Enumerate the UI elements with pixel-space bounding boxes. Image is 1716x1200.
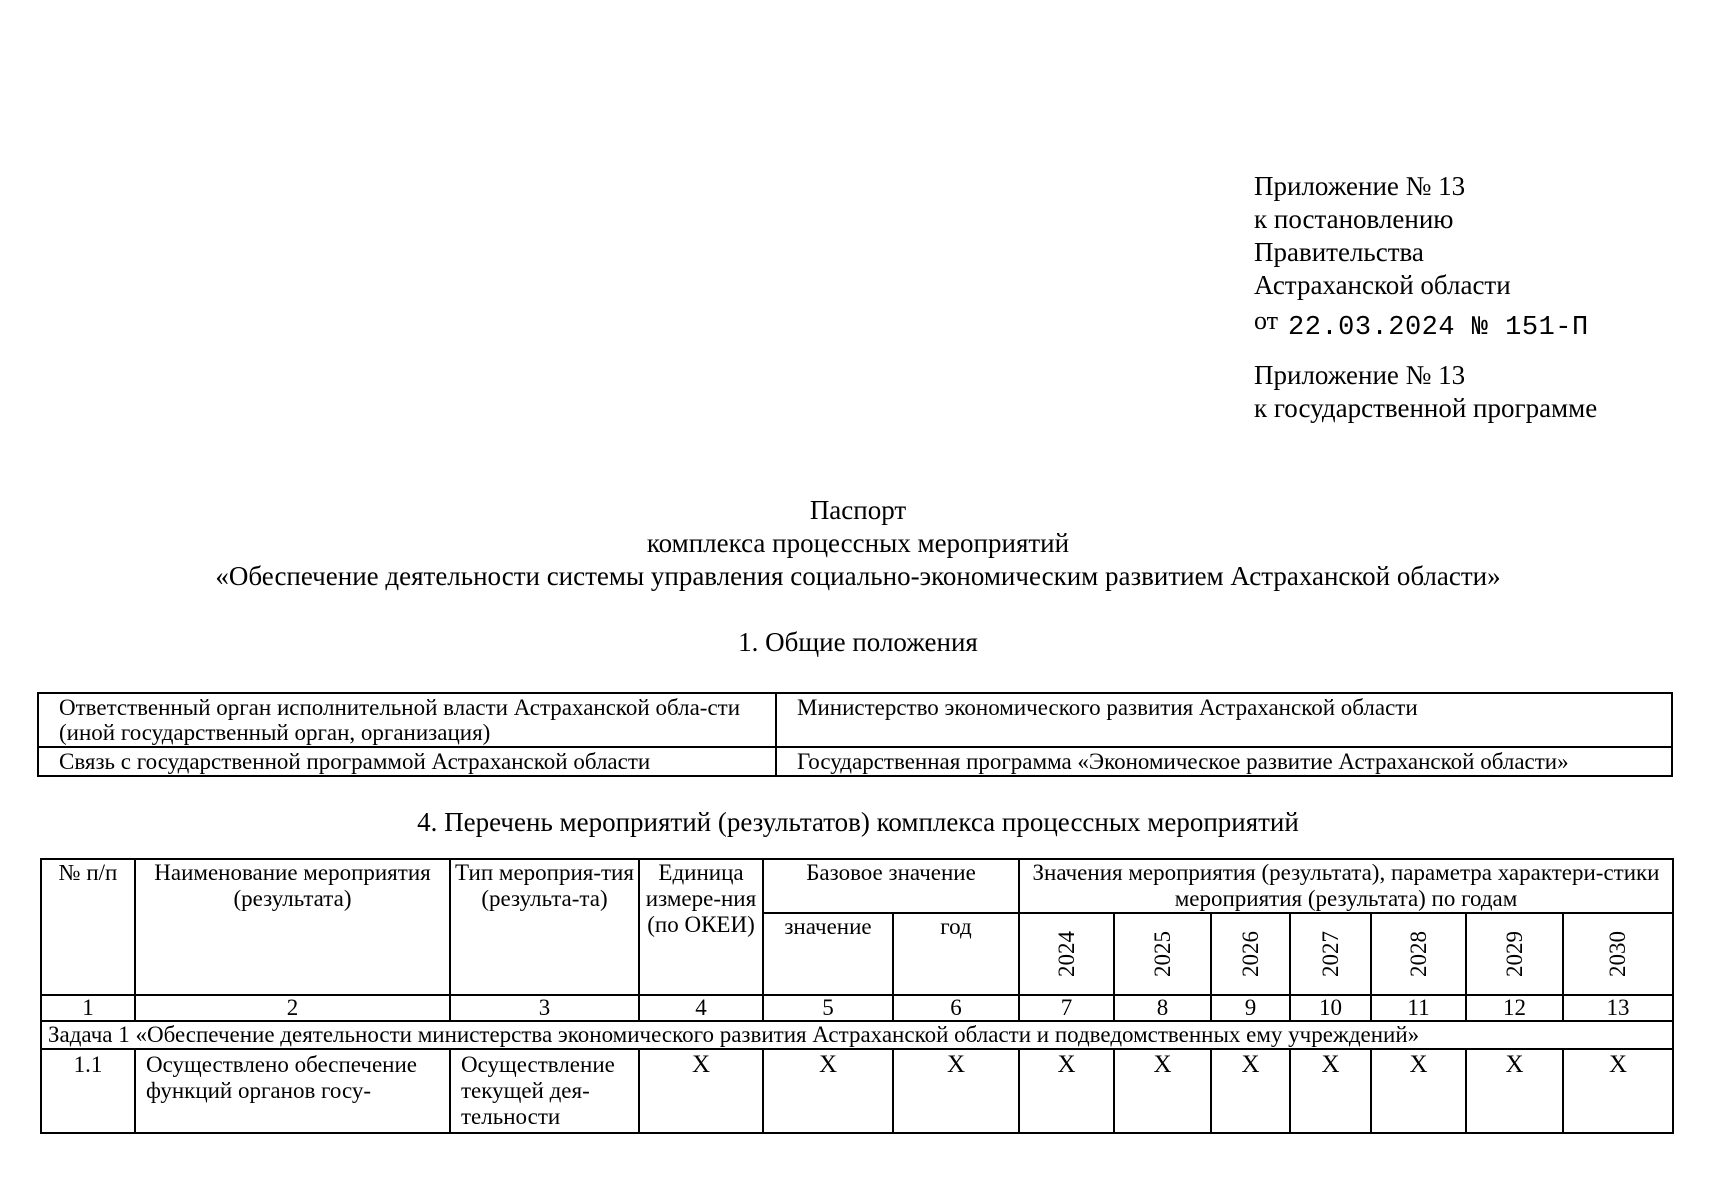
row-num: 1.1 bbox=[41, 1049, 135, 1133]
appendix-line: Астраханской области bbox=[1254, 270, 1511, 300]
row-label: Связь с государственной программой Астраханской области bbox=[38, 747, 776, 776]
column-number: 8 bbox=[1114, 995, 1211, 1021]
general-provisions-table bbox=[37, 692, 1673, 777]
title-line: комплекса процессных мероприятий bbox=[646, 528, 1070, 558]
column-number: 3 bbox=[450, 995, 639, 1021]
activities-table bbox=[40, 858, 1674, 1134]
section4-heading: 4. Перечень мероприятий (результатов) комплекса процессных мероприятий bbox=[417, 807, 1299, 837]
resolution-date-number: 22.03.2024 № 151-П bbox=[1288, 313, 1589, 343]
row-type: Осуществление текущей дея-тельности bbox=[450, 1049, 639, 1133]
column-number: 11 bbox=[1371, 995, 1466, 1021]
cell-year-value: X bbox=[1211, 1049, 1290, 1133]
header-row bbox=[41, 859, 1673, 913]
cell-base-year: X bbox=[893, 1049, 1019, 1133]
appendix-line: Приложение № 13 bbox=[1254, 360, 1466, 390]
column-number: 6 bbox=[893, 995, 1019, 1021]
column-number: 1 bbox=[41, 995, 135, 1021]
appendix-stamp bbox=[1254, 170, 1597, 425]
column-number: 5 bbox=[763, 995, 893, 1021]
column-number: 4 bbox=[639, 995, 763, 1021]
column-number: 9 bbox=[1211, 995, 1290, 1021]
header-year: 2024 bbox=[1019, 913, 1114, 995]
header-year: 2030 bbox=[1563, 913, 1673, 995]
cell-year-value: X bbox=[1371, 1049, 1466, 1133]
task-title: Задача 1 «Обеспечение деятельности министерства экономического развития Астраханской области и подведомственных ему учреждений» bbox=[41, 1021, 1673, 1049]
cell-year-value: X bbox=[1019, 1049, 1114, 1133]
appendix-line: к постановлению bbox=[1254, 204, 1454, 234]
column-number: 7 bbox=[1019, 995, 1114, 1021]
header-year: 2026 bbox=[1211, 913, 1290, 995]
header-year: 2027 bbox=[1290, 913, 1371, 995]
header-values: Значения мероприятия (результата), параметра характери-стики мероприятия (результата) по годам bbox=[1019, 859, 1673, 913]
header-year: 2029 bbox=[1466, 913, 1563, 995]
appendix-line: Правительства bbox=[1254, 237, 1424, 267]
header-name: Наименование мероприятия (результата) bbox=[135, 859, 450, 995]
column-number: 2 bbox=[135, 995, 450, 1021]
row-name: Осуществлено обеспечение функций органов госу- bbox=[135, 1049, 450, 1133]
table-row bbox=[38, 693, 1672, 747]
header-base: Базовое значение bbox=[763, 859, 1019, 913]
cell-year-value: X bbox=[1290, 1049, 1371, 1133]
header-year: 2025 bbox=[1114, 913, 1211, 995]
date-prefix: от bbox=[1254, 306, 1279, 335]
appendix-line: Приложение № 13 bbox=[1254, 171, 1466, 201]
cell-base-value: X bbox=[763, 1049, 893, 1133]
cell-year-value: X bbox=[1466, 1049, 1563, 1133]
document-title bbox=[0, 494, 1716, 593]
header-num: № п/п bbox=[41, 859, 135, 995]
cell-year-value: X bbox=[1563, 1049, 1673, 1133]
task-row bbox=[41, 1021, 1673, 1049]
section1-heading: 1. Общие положения bbox=[738, 627, 978, 657]
column-number: 13 bbox=[1563, 995, 1673, 1021]
row-label: Ответственный орган исполнительной власти Астраханской обла-сти (иной государственный орган, организация) bbox=[38, 693, 776, 747]
cell-unit: X bbox=[639, 1049, 763, 1133]
header-base-value: значение bbox=[763, 913, 893, 995]
title-line: Паспорт bbox=[809, 495, 907, 525]
title-line: «Обеспечение деятельности системы управления социально-экономическим развитием Астраханской области» bbox=[215, 561, 1501, 591]
column-number: 12 bbox=[1466, 995, 1563, 1021]
header-unit: Единица измере-ния (по ОКЕИ) bbox=[639, 859, 763, 995]
header-type: Тип мероприя-тия (результа-та) bbox=[450, 859, 639, 995]
header-year: 2028 bbox=[1371, 913, 1466, 995]
table-row bbox=[38, 747, 1672, 776]
appendix-line: к государственной программе bbox=[1254, 393, 1598, 423]
header-base-year: год bbox=[893, 913, 1019, 995]
cell-year-value: X bbox=[1114, 1049, 1211, 1133]
table-row bbox=[41, 1049, 1673, 1133]
column-numbers-row bbox=[41, 995, 1673, 1021]
resolution-date-line bbox=[1254, 304, 1597, 343]
row-value: Государственная программа «Экономическое развитие Астраханской области» bbox=[776, 747, 1672, 776]
column-number: 10 bbox=[1290, 995, 1371, 1021]
row-value: Министерство экономического развития Астраханской области bbox=[776, 693, 1672, 747]
